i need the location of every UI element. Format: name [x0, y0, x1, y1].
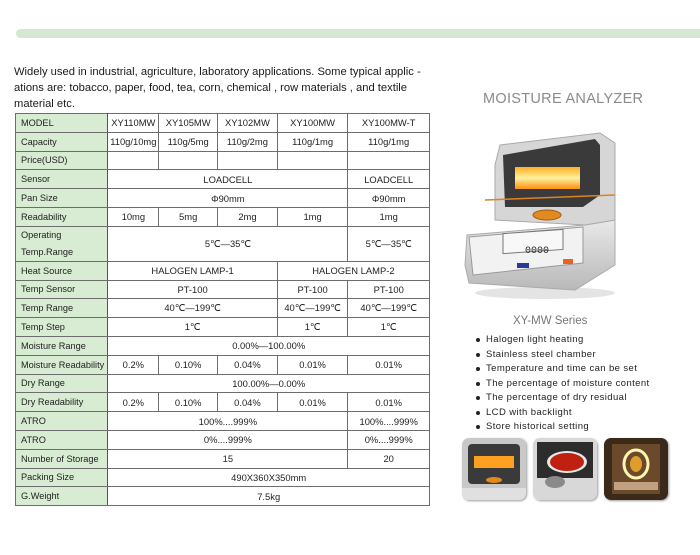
cell: PT-100 — [277, 280, 348, 299]
cell: LOADCELL — [108, 170, 348, 189]
cell: 0.00%—100.00% — [108, 336, 430, 355]
cell: LOADCELL — [348, 170, 430, 189]
series-label: XY-MW Series — [513, 315, 588, 327]
cell: 15 — [108, 449, 348, 468]
row-label: G.Weight — [16, 487, 108, 506]
cell — [108, 151, 159, 170]
cell: 0.10% — [159, 355, 218, 374]
row-label-line: Temp.Range — [21, 246, 74, 257]
cell — [159, 151, 218, 170]
cell: 1℃ — [277, 318, 348, 337]
cell: 0.2% — [108, 355, 159, 374]
cell: 100%....999% — [108, 412, 348, 431]
bullet-icon — [476, 396, 480, 400]
product-title: MOISTURE ANALYZER — [483, 91, 644, 107]
bullet-icon — [476, 353, 480, 357]
table-row-storage — [16, 449, 430, 468]
halogen-lamp-thumbnail — [604, 438, 668, 500]
cell: 1℃ — [108, 318, 277, 337]
table-row-pan-size — [16, 189, 430, 208]
cell: Φ90mm — [348, 189, 430, 208]
bullet-icon — [476, 338, 480, 342]
bullet-icon — [476, 367, 480, 371]
row-label: Moisture Readability — [16, 355, 108, 374]
row-label: Number of Storage — [16, 449, 108, 468]
cell: 0.2% — [108, 393, 159, 412]
cell: 0.01% — [277, 355, 348, 374]
cell: 100%....999% — [348, 412, 430, 431]
cell: 490X360X350mm — [108, 468, 430, 487]
model-cell: XY100MW — [277, 114, 348, 133]
cell: Φ90mm — [108, 189, 348, 208]
table-row-readability — [16, 207, 430, 226]
heating-chamber-thumbnail — [462, 438, 526, 500]
table-row-atro-2 — [16, 430, 430, 449]
row-label: MODEL — [16, 114, 108, 133]
cell: 5℃—35℃ — [108, 226, 348, 261]
table-row-gross-weight — [16, 487, 430, 506]
cell: PT-100 — [348, 280, 430, 299]
cell: 0.01% — [277, 393, 348, 412]
cell: 100.00%—0.00% — [108, 374, 430, 393]
bullet-icon — [476, 382, 480, 386]
cell: 110g/2mg — [218, 132, 278, 151]
model-cell: XY100MW-T — [348, 114, 430, 133]
cell: 5mg — [159, 207, 218, 226]
table-row-heat-source — [16, 261, 430, 280]
cell: HALOGEN LAMP-1 — [108, 261, 277, 280]
cell: 1mg — [348, 207, 430, 226]
cell: 1℃ — [348, 318, 430, 337]
table-row-dry-range — [16, 374, 430, 393]
row-label: Temp Range — [16, 299, 108, 318]
cell: 0.01% — [348, 355, 430, 374]
table-row-capacity — [16, 132, 430, 151]
table-row-moisture-range — [16, 336, 430, 355]
bullet-icon — [476, 425, 480, 429]
cell: 1mg — [277, 207, 348, 226]
row-label: Temp Step — [16, 318, 108, 337]
list-item: Temperature and time can be set — [476, 362, 650, 377]
cell: 7.5kg — [108, 487, 430, 506]
moisture-analyzer-image — [455, 125, 625, 305]
cell: 110g/1mg — [348, 132, 430, 151]
list-item: Stainless steel chamber — [476, 348, 650, 363]
cell: 40℃—199℃ — [277, 299, 348, 318]
table-row-atro-1 — [16, 412, 430, 431]
model-cell: XY110MW — [108, 114, 159, 133]
table-row-dry-readability — [16, 393, 430, 412]
row-label: ATRO — [16, 430, 108, 449]
table-row-model — [16, 114, 430, 133]
cell: 0%....999% — [108, 430, 348, 449]
row-label: Moisture Range — [16, 336, 108, 355]
cell — [218, 151, 278, 170]
row-label: Pan Size — [16, 189, 108, 208]
list-item: Halogen light heating — [476, 333, 650, 348]
cell: 40℃—199℃ — [348, 299, 430, 318]
row-label: Sensor — [16, 170, 108, 189]
list-item: The percentage of moisture content — [476, 377, 650, 392]
table-row-temp-sensor — [16, 280, 430, 299]
row-label-line: Operating — [21, 229, 62, 240]
cell: 0.10% — [159, 393, 218, 412]
cell: 10mg — [108, 207, 159, 226]
cell: 5℃—35℃ — [348, 226, 430, 261]
model-cell: XY105MW — [159, 114, 218, 133]
cell: 0.04% — [218, 393, 278, 412]
row-label — [16, 226, 108, 261]
row-label: Dry Readability — [16, 393, 108, 412]
row-label: Temp Sensor — [16, 280, 108, 299]
table-row-temp-step — [16, 318, 430, 337]
cell: PT-100 — [108, 280, 277, 299]
table-row-price — [16, 151, 430, 170]
cell: 110g/10mg — [108, 132, 159, 151]
bullet-icon — [476, 411, 480, 415]
list-item: LCD with backlight — [476, 406, 650, 421]
cell: 2mg — [218, 207, 278, 226]
cell — [348, 151, 430, 170]
accent-bar — [16, 29, 700, 38]
list-item: The percentage of dry residual — [476, 391, 650, 406]
cell: 40℃—199℃ — [108, 299, 277, 318]
cell: HALOGEN LAMP-2 — [277, 261, 429, 280]
table-row-moisture-readability — [16, 355, 430, 374]
table-row-packing-size — [16, 468, 430, 487]
row-label: Dry Range — [16, 374, 108, 393]
model-cell: XY102MW — [218, 114, 278, 133]
cell: 20 — [348, 449, 430, 468]
svg-text:0000: 0000 — [525, 246, 550, 257]
row-label: Readability — [16, 207, 108, 226]
list-item: Store historical setting — [476, 420, 650, 435]
row-label: Capacity — [16, 132, 108, 151]
cell: 0.01% — [348, 393, 430, 412]
cell: 0%....999% — [348, 430, 430, 449]
cell: 0.04% — [218, 355, 278, 374]
table-row-sensor — [16, 170, 430, 189]
intro-paragraph: Widely used in industrial, agriculture, laboratory applications. Some typical applic -ations are: tobacco, paper, food, tea, corn, chemical , row materials , and textile material etc. — [14, 66, 421, 110]
sample-pan-thumbnail — [533, 438, 597, 500]
cell — [277, 151, 348, 170]
row-label: ATRO — [16, 412, 108, 431]
cell: 110g/1mg — [277, 132, 348, 151]
row-label: Heat Source — [16, 261, 108, 280]
feature-list — [476, 333, 650, 435]
spec-table — [15, 113, 430, 506]
row-label: Packing Size — [16, 468, 108, 487]
row-label: Price(USD) — [16, 151, 108, 170]
table-row-temp-range — [16, 299, 430, 318]
thumbnail-strip — [462, 438, 668, 500]
table-row-operating-temp — [16, 226, 430, 261]
cell: 110g/5mg — [159, 132, 218, 151]
